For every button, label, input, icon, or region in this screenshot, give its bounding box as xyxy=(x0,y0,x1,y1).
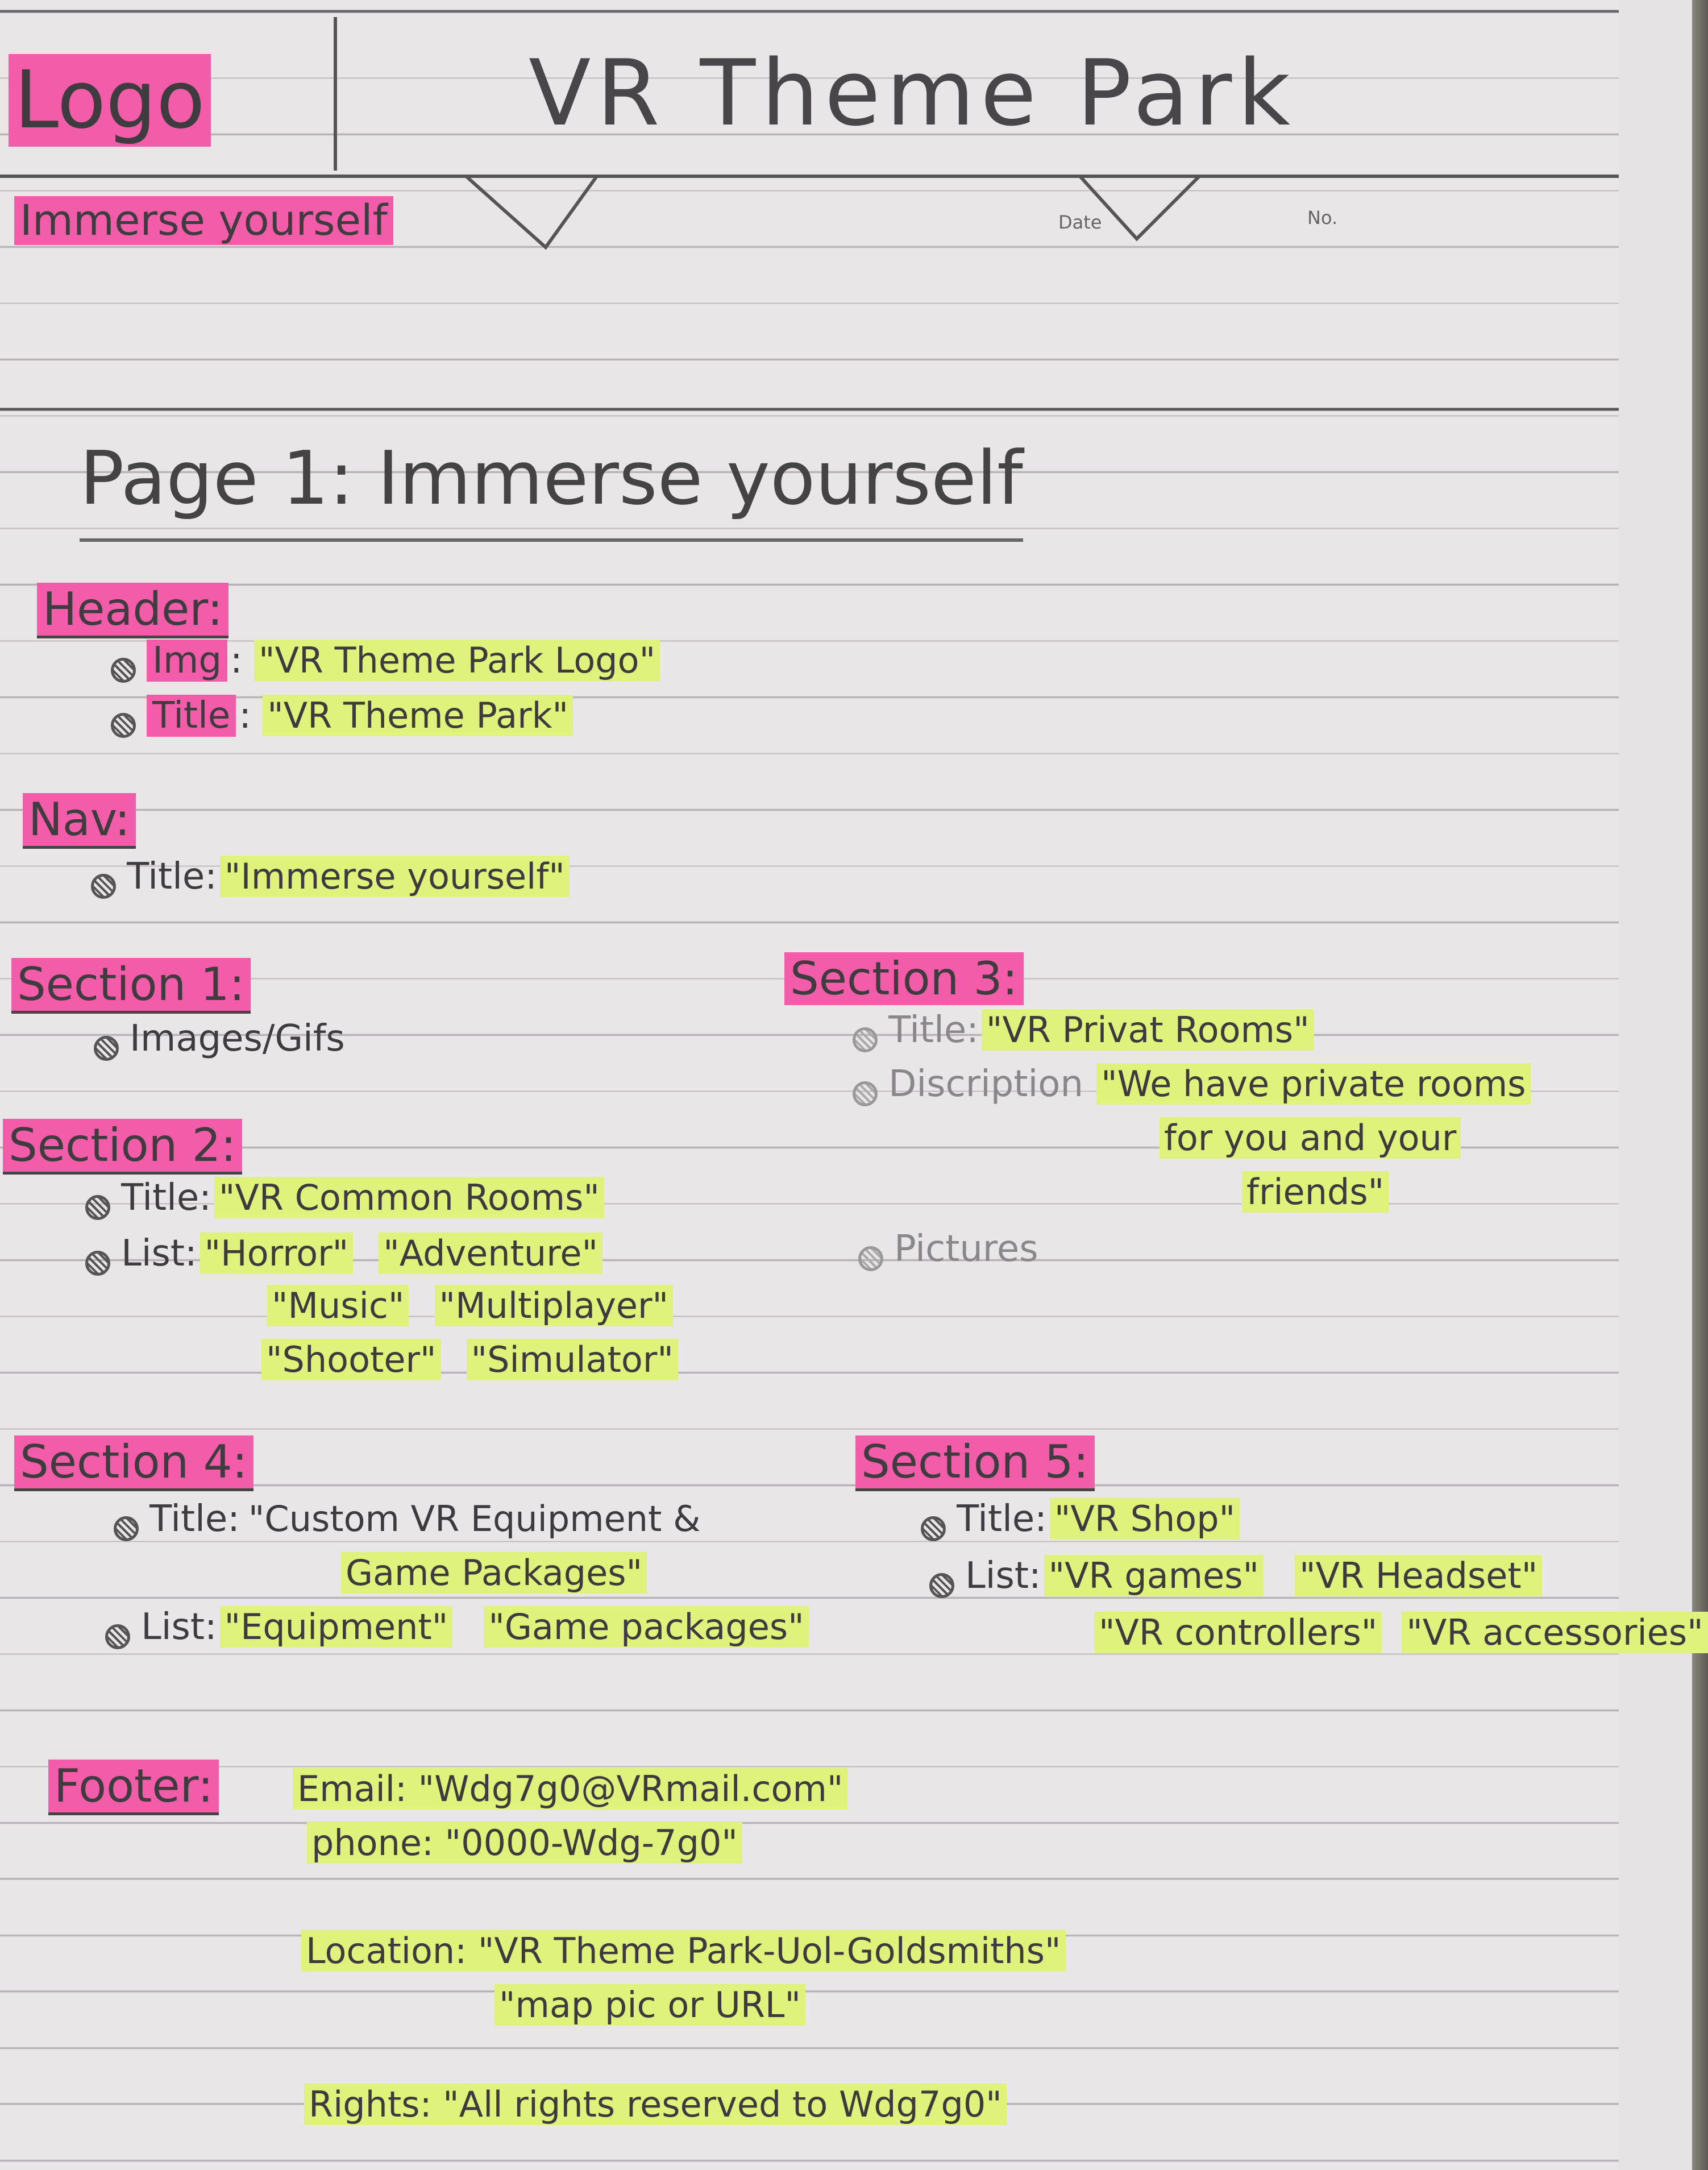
bullet-icon xyxy=(94,1036,119,1061)
section5-list-row: List: "VR games" "VR Headset" xyxy=(929,1555,1542,1598)
section4-title-row: Title: "Custom VR Equipment & xyxy=(114,1498,700,1541)
footer-email: Email: "Wdg7g0@VRmail.com" xyxy=(293,1768,847,1810)
bullet-icon xyxy=(929,1573,954,1598)
section3-pictures-row: Pictures xyxy=(858,1228,1038,1271)
section1-item: Images/Gifs xyxy=(94,1018,345,1061)
section2-title-row: Title: "VR Common Rooms" xyxy=(85,1177,604,1220)
footer-rights: Rights: "All rights reserved to Wdg7g0" xyxy=(304,2084,1007,2125)
section4-label: Section 4: xyxy=(14,1435,254,1488)
paper-no-label: No. xyxy=(1307,207,1338,229)
section4-list-row: List: "Equipment" "Game packages" xyxy=(105,1606,809,1649)
bullet-icon xyxy=(111,713,136,738)
bullet-icon xyxy=(85,1251,110,1276)
section4-title-line2: Game Packages" xyxy=(341,1552,647,1594)
bullet-icon xyxy=(858,1246,883,1271)
section5-title-row: Title: "VR Shop" xyxy=(921,1498,1240,1541)
footer-map: "map pic or URL" xyxy=(494,1984,805,2026)
nav-title-row: Title: "Immerse yourself" xyxy=(91,856,570,899)
bullet-icon xyxy=(114,1516,139,1541)
bullet-icon xyxy=(853,1027,878,1052)
site-title: VR Theme Park xyxy=(529,40,1296,146)
section5-label: Section 5: xyxy=(855,1435,1095,1488)
section2-list-row: List: "Horror" "Adventure" xyxy=(85,1233,602,1276)
section2-label: Section 2: xyxy=(3,1119,242,1172)
section3-desc-row: Discription "We have private rooms xyxy=(853,1063,1531,1106)
section1-label: Section 1: xyxy=(11,958,251,1011)
section3-label: Section 3: xyxy=(784,952,1024,1005)
bullet-icon xyxy=(91,874,116,899)
footer-phone: phone: "0000-Wdg-7g0" xyxy=(307,1822,742,1864)
paper-date-label: Date xyxy=(1058,211,1102,233)
bullet-icon xyxy=(853,1081,878,1106)
footer-location: Location: "VR Theme Park-Uol-Goldsmiths" xyxy=(301,1930,1066,1972)
section2-list-row2: "Music" "Multiplayer" xyxy=(267,1285,673,1326)
section3-desc-line3: friends" xyxy=(1242,1171,1389,1213)
nav-tagline: Immerse yourself xyxy=(14,196,393,245)
page-edge-shadow xyxy=(1692,0,1708,2170)
header-label: Header: xyxy=(37,583,228,636)
bullet-icon xyxy=(85,1195,110,1220)
page-heading: Page 1: Immerse yourself xyxy=(80,435,1023,542)
header-img-row: Img : "VR Theme Park Logo" xyxy=(111,640,660,683)
footer-label: Footer: xyxy=(48,1760,219,1812)
logo-label: Logo xyxy=(9,54,211,147)
section5-list-row2: "VR controllers" "VR accessories" xyxy=(1094,1612,1708,1653)
section2-list-row3: "Shooter" "Simulator" xyxy=(261,1339,678,1380)
section3-title-row: Title: "VR Privat Rooms" xyxy=(853,1009,1314,1052)
bullet-icon xyxy=(111,658,136,683)
section3-desc-line2: for you and your xyxy=(1160,1117,1461,1159)
bullet-icon xyxy=(105,1624,130,1649)
bullet-icon xyxy=(921,1516,946,1541)
nav-label: Nav: xyxy=(23,793,136,846)
header-title-row: Title : "VR Theme Park" xyxy=(111,695,573,738)
